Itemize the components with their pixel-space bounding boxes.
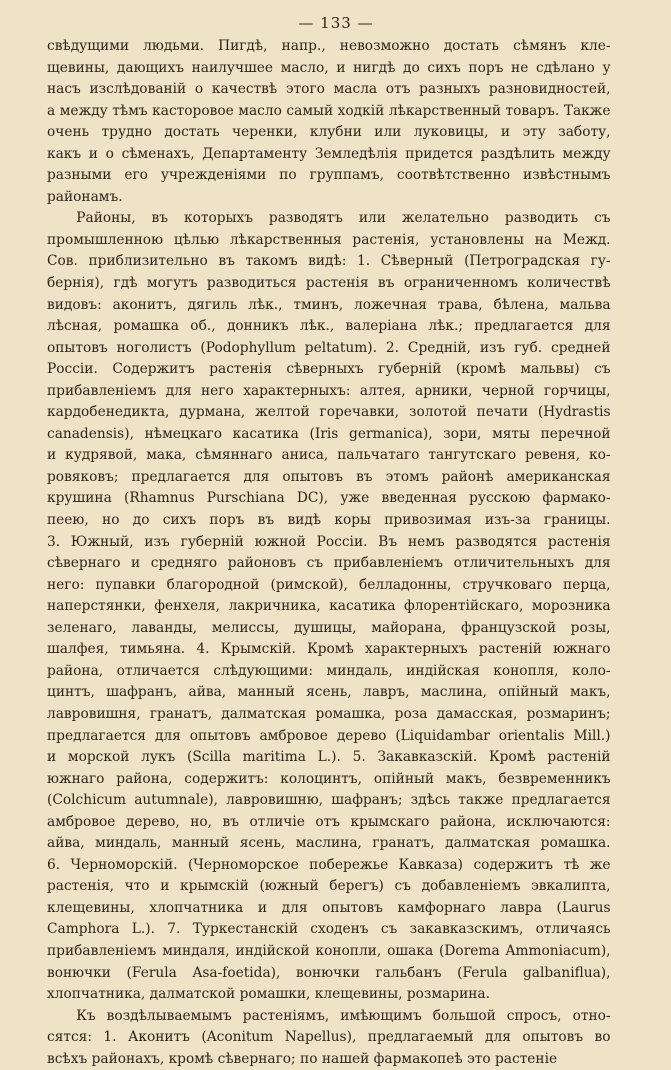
text-line: крушина (Rhamnus Purschiana DC), уже введенная русскою фармако- (47, 490, 611, 507)
text-line: предлагается для опытовъ амбровое дерево (Liquidambar orientalis Mill.) (47, 727, 611, 744)
text-line: сѣвернаго и средняго районовъ съ прибавленіемъ отличительныхъ для (47, 555, 611, 572)
text-line: опытовъ ноголистъ (Podophyllum peltatum). 2. Средній, изъ губ. средней (47, 339, 611, 356)
text-line: зеленаго, лаванды, мелиссы, душицы, майорана, французской розы, (47, 619, 611, 636)
text-line: сятся: 1. Аконитъ (Aconitum Napellus), предлагаемый для опытовъ во (47, 1029, 611, 1046)
text-line: цинтъ, шафранъ, айва, манный ясень, лавръ, маслина, опійный макъ, (47, 684, 611, 701)
text-line: Россіи. Содержитъ растенія сѣверныхъ губерній (кромѣ мальвы) съ (47, 361, 611, 378)
text-line: и кудрявой, мака, сѣмяннаго аниса, пальчатаго тангутскаго ревеня, ко- (47, 447, 611, 464)
text-line: промышленною цѣлью лѣкарственныя растенія, установлены на Межд. (47, 231, 611, 248)
text-line: canadensis), нѣмецкаго касатика (Iris germanica), зори, мяты перечной (47, 425, 611, 442)
text-line: наперстянки, фенхеля, лакричника, касатика флорентійскаго, морозника (47, 598, 611, 615)
paragraph (47, 36, 625, 208)
text-line: щевины, дающихъ наилучшее масло, и нигдѣ до сихъ поръ не сдѣлано у (47, 59, 611, 76)
text-line: ровяковъ; предлагается для опытовъ въ этомъ районѣ американская (47, 468, 611, 485)
text-line: района, отличается слѣдующими: миндаль, индійская конопля, коло- (47, 662, 611, 679)
text-line: Camphora L.). 7. Туркестанскій сходенъ съ закавказскимъ, отличаясь (47, 921, 611, 938)
text-line: амбровое дерево, но, въ отличіе отъ крымскаго района, исключаются: (47, 813, 611, 830)
text-line: насъ изслѣдованій о качествѣ этого масла отъ разныхъ разновидностей, (47, 81, 611, 98)
text-line: него: пупавки благородной (римской), белладонны, стручковаго перца, (47, 576, 611, 593)
text-line: 6. Черноморскій. (Черноморское побережье Кавказа) содержитъ тѣ же (47, 856, 611, 873)
text-line: айва, миндаль, манный ясень, маслина, гранатъ, далматская ромашка. (47, 835, 611, 852)
text-line: очень трудно достать черенки, клубни или луковицы, и эту заботу, (47, 124, 611, 141)
text-line: лѣсная, ромашка об., донникъ лѣк., валеріана лѣк.; предлагается для (47, 318, 611, 335)
text-line: всѣхъ районахъ, кромѣ сѣвернаго; по нашей фармакопеѣ это растеніе (47, 1050, 558, 1067)
page-number: — 133 — (298, 14, 374, 32)
text-line: Къ воздѣлываемымъ растеніямъ, имѣющимъ большой спросъ, отно- (76, 1007, 611, 1024)
text-line: прибавленіемъ миндаля, индійской конопли, ошака (Dorema Ammoniacum), (47, 942, 611, 959)
text-line: и морской лукъ (Scilla maritima L.). 5. Закавказскій. Кромѣ растеній (47, 749, 611, 766)
text-line: лавровишня, гранатъ, далматская ромашка, роза дамасская, розмаринъ; (47, 705, 611, 722)
paragraph (47, 1006, 625, 1070)
text-line: бернія), гдѣ могутъ разводиться растенія въ ограниченномъ количествѣ (47, 275, 611, 292)
text-line: растенія, что и крымскій (южный берегъ) съ добавленіемъ эвкалипта, (47, 878, 611, 895)
text-line: разными его учрежденіями по группамъ, соотвѣтственно извѣстнымъ (47, 167, 611, 184)
paragraph (47, 208, 625, 1005)
text-line: прибавленіемъ для него характерныхъ: алтея, арники, черной горчицы, (47, 382, 611, 399)
text-line: южнаго района, содержитъ: колоцинтъ, опійный макъ, безвременникъ (47, 770, 611, 787)
text-line: видовъ: аконитъ, дягиль лѣк., тминъ, ложечная трава, бѣлена, мальва (47, 296, 611, 313)
text-line: хлопчатника, далматской ромашки, клещевины, розмарина. (47, 986, 491, 1003)
body-text (47, 36, 625, 1070)
text-line: (Colchicum autumnale), лавровишню, шафранъ; здѣсь также предлагается (47, 792, 611, 809)
text-line: кардобенедикта, дурмана, желтой горечавки, золотой печати (Hydrastis (47, 404, 611, 421)
text-line: районамъ. (47, 188, 123, 205)
text-line: клещевины, хлопчатника и для опытовъ камфорнаго лавра (Laurus (47, 899, 611, 916)
text-line: пеею, но до сихъ поръ въ видѣ коры привозимая изъ-за границы. (47, 512, 611, 529)
text-line: какъ и о сѣменахъ, Департаменту Земледѣлія придется раздѣлить между (47, 145, 611, 162)
text-line: вонючки (Ferula Asa-foetida), вонючки гальбанъ (Ferula galbaniflua), (47, 964, 611, 981)
text-line: Районы, въ которыхъ разводятъ или желательно разводить съ (76, 210, 611, 227)
text-line: а между тѣмъ касторовое масло самый ходкій лѣкарственный товаръ. Также (47, 102, 611, 119)
text-line: Сов. приблизительно въ такомъ видѣ: 1. Сѣверный (Петроградская гу- (47, 253, 611, 270)
text-line: шалфея, тимьяна. 4. Крымскій. Кромѣ характерныхъ растеній южнаго (47, 641, 611, 658)
text-line: 3. Южный, изъ губерній южной Россіи. Въ немъ разводятся растенія (47, 533, 611, 550)
text-line: свѣдущими людьми. Пигдѣ, напр., невозможно достать сѣмянъ кле- (47, 38, 611, 54)
